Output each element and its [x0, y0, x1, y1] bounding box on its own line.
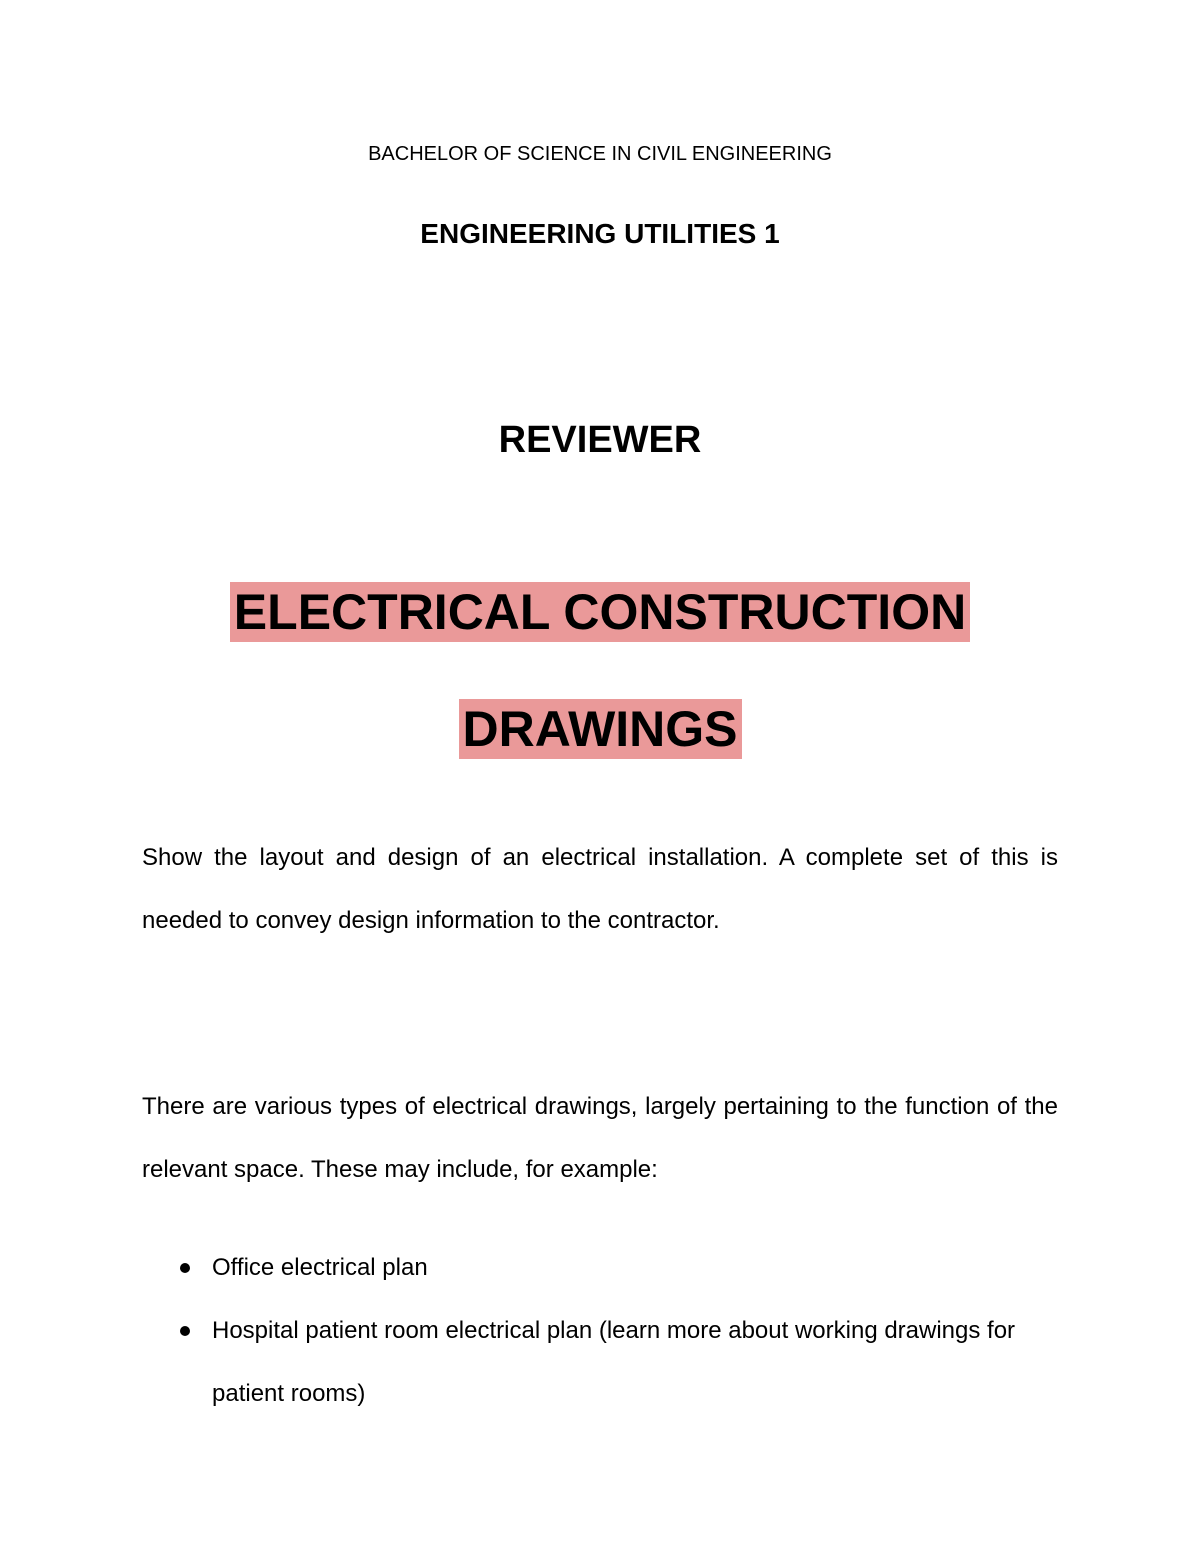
list-item — [142, 1299, 1058, 1425]
title-line-2 — [0, 699, 1200, 759]
bullet-icon — [180, 1326, 190, 1336]
intro-paragraph: Show the layout and design of an electrical installation. A complete set of this is needed to convey design information to the contractor. — [142, 844, 1058, 934]
title-highlight-2: DRAWINGS — [459, 699, 742, 759]
list-item — [142, 1236, 1058, 1299]
title-highlight-1: ELECTRICAL CONSTRUCTION — [230, 582, 970, 642]
course-heading: ENGINEERING UTILITIES 1 — [420, 218, 780, 249]
list-item-text: Office electrical plan — [212, 1254, 428, 1281]
bullet-icon — [180, 1263, 190, 1273]
list-item-text: Hospital patient room electrical plan (learn more about working drawings for patient rooms) — [212, 1317, 1016, 1407]
reviewer-heading: REVIEWER — [498, 419, 702, 461]
title-line-1 — [0, 582, 1200, 642]
drawing-types-list — [142, 1236, 1058, 1425]
program-heading: BACHELOR OF SCIENCE IN CIVIL ENGINEERING — [368, 143, 832, 165]
types-paragraph: There are various types of electrical drawings, largely pertaining to the function of the relevant space. These may include, for example: — [142, 1093, 1058, 1183]
